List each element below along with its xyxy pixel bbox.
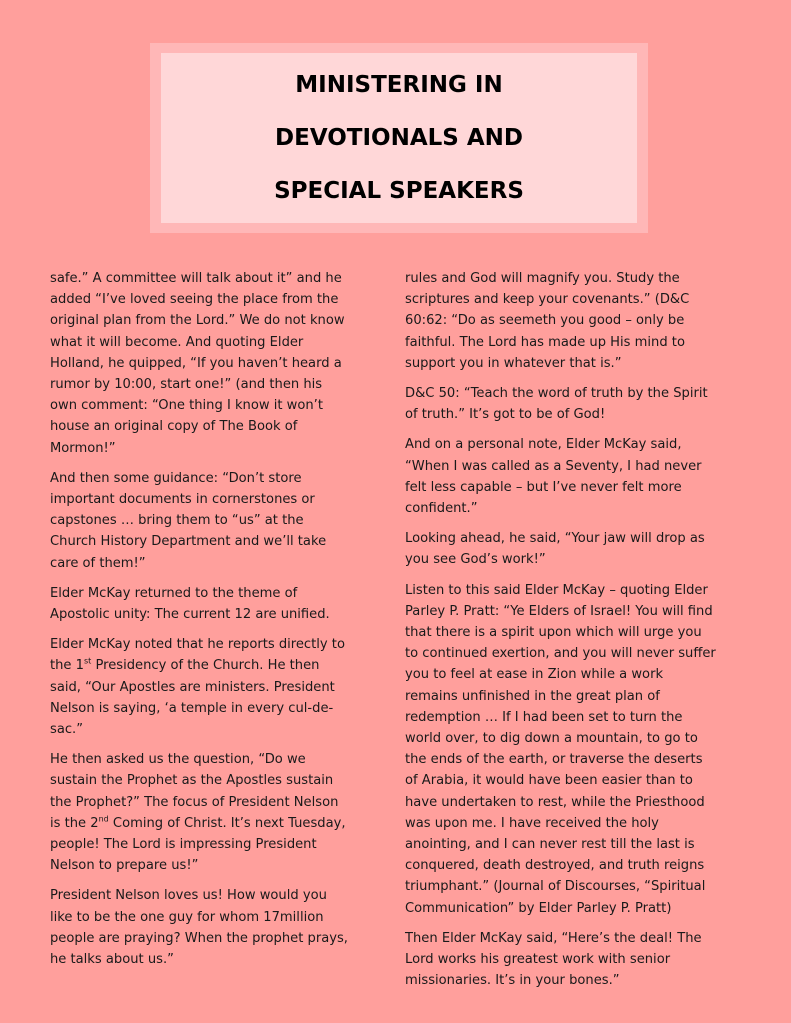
left-paragraph-4-text-a: Elder McKay noted that he reports directly to the 1 bbox=[50, 637, 345, 674]
left-paragraph-4-text-b: Presidency of the Church. He then said, “Our Apostles are ministers. President Nelson is saying, ‘a temple in every cul-de-sac.” bbox=[50, 658, 335, 738]
left-paragraph-2: And then some guidance: “Don’t store important documents in cornerstones or capstones … bring them to “us” at the Church History Department and we’ll take care of them!” bbox=[50, 470, 327, 571]
left-column bbox=[50, 268, 350, 979]
left-paragraph-5 bbox=[50, 749, 350, 876]
right-paragraph-3: And on a personal note, Elder McKay said, “When I was called as a Seventy, I had never felt less capable – but I’ve never felt more confident.” bbox=[405, 437, 702, 517]
title-frame bbox=[150, 43, 648, 233]
title-line-3: SPECIAL SPEAKERS bbox=[274, 177, 524, 204]
left-paragraph-4-superscript: st bbox=[83, 657, 92, 667]
right-column bbox=[405, 268, 717, 1001]
title-line-2: DEVOTIONALS AND bbox=[275, 124, 523, 151]
right-paragraph-1: rules and God will magnify you. Study the scriptures and keep your covenants.” (D&C 60:62: “Do as seemeth you good – only be faithful. The Lord has made up His mind to support you in whatever that is.” bbox=[405, 271, 690, 371]
left-paragraph-3: Elder McKay returned to the theme of Apostolic unity: The current 12 are unified. bbox=[50, 585, 330, 623]
left-paragraph-1: safe.” A committee will talk about it” and he added “I’ve loved seeing the place from the original plan from the Lord.” We do not know what it will become. And quoting Elder Holland, he quipped, “If you haven’t heard a rumor by 10:00, start one!” (and then his own comment: “One thing I know it won’t house an original copy of The Book of Mormon!” bbox=[50, 271, 345, 456]
right-paragraph-4: Looking ahead, he said, “Your jaw will drop as you see God’s work!” bbox=[405, 531, 705, 568]
right-paragraph-2: D&C 50: “Teach the word of truth by the Spirit of truth.” It’s got to be of God! bbox=[405, 386, 708, 423]
left-paragraph-4 bbox=[50, 634, 350, 740]
left-paragraph-5-text-b: Coming of Christ. It’s next Tuesday, people! The Lord is impressing President Nelson to prepare us!” bbox=[50, 815, 346, 874]
title-box bbox=[161, 53, 637, 223]
left-paragraph-5-text-a: He then asked us the question, “Do we sustain the Prophet as the Apostles sustain the Prophet?” The focus of President Nelson is the 2 bbox=[50, 752, 339, 831]
right-paragraph-5: Listen to this said Elder McKay – quoting Elder Parley P. Pratt: “Ye Elders of Israel! You will find that there is a spirit upon which will urge you to continued exertion, and you will never suffer you to feel at ease in Zion while a work remains unfinished in the great plan of redemption … If I had been set to turn the world over, to dig down a mountain, to go to the ends of the earth, or traverse the deserts of Arabia, it would have been easier than to have undertaken to rest, while the Priesthood was upon me. I have received the holy anointing, and I can never rest till the last is conquered, death destroyed, and truth reigns triumphant.” (Journal of Discourses, “Spiritual Communication” by Elder Parley P. Pratt) bbox=[405, 582, 716, 916]
left-paragraph-6: President Nelson loves us! How would you like to be the one guy for whom 17million people are praying? When the prophet prays, he talks about us.” bbox=[50, 888, 348, 968]
right-paragraph-6: Then Elder McKay said, “Here’s the deal! The Lord works his greatest work with senior missionaries. It’s in your bones.” bbox=[405, 930, 702, 989]
title-line-1: MINISTERING IN bbox=[295, 71, 503, 98]
left-paragraph-5-superscript: nd bbox=[98, 814, 109, 824]
